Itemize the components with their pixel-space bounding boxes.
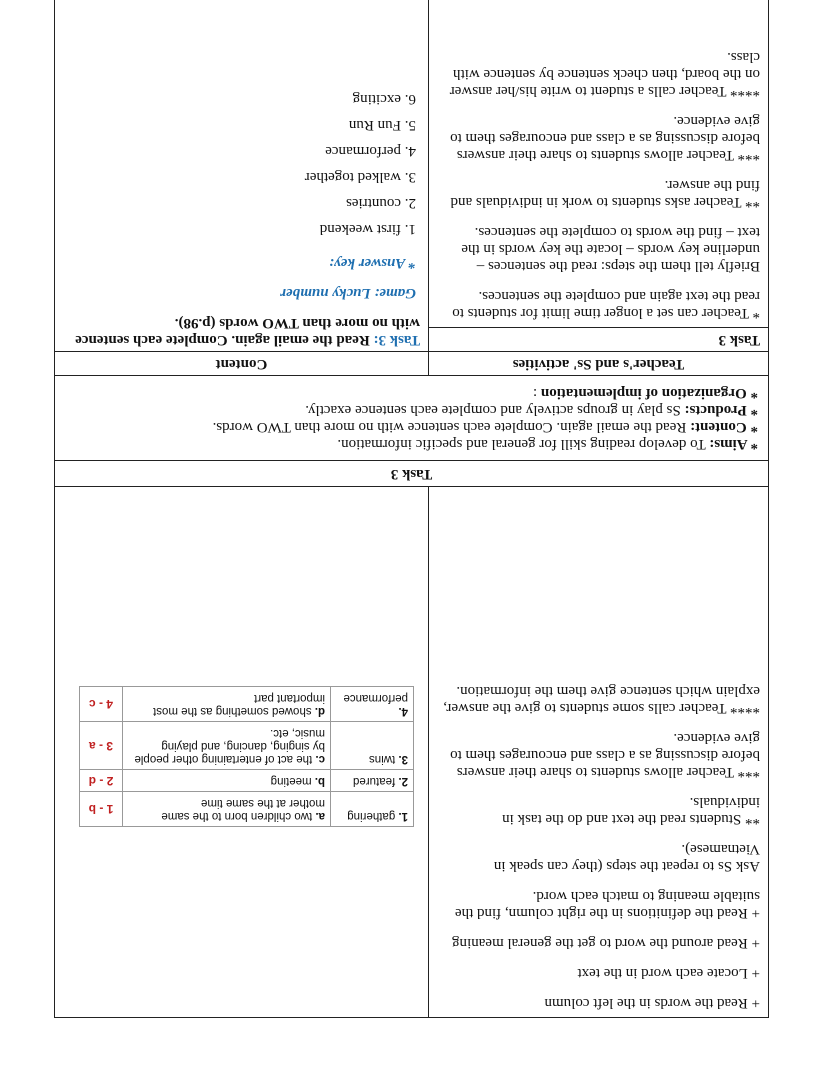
table-row <box>80 687 414 722</box>
word-number: 4. <box>398 705 408 717</box>
task3-label: Task 3: <box>373 332 420 348</box>
lesson-plan-table <box>54 0 769 1018</box>
answer-item: 2. countries <box>346 195 416 211</box>
word-number: 3. <box>398 753 408 765</box>
task3-objectives-row <box>55 376 768 461</box>
def-letter: a. <box>315 810 325 822</box>
task3-instruction <box>63 314 420 348</box>
step-share: *** Teacher allows students to share their answers before discussing as a class and encourages them to give evidence. <box>450 730 760 780</box>
task2-content <box>55 487 428 1017</box>
def-letter: b. <box>314 775 325 787</box>
aims-label: * Aims: <box>709 436 758 452</box>
step-time-limit: * Teacher can set a longer time limit for students to read the text again and complete the sentences. <box>452 288 760 321</box>
step-locate: + Locate each word in the text <box>577 965 760 981</box>
def-letter: c. <box>315 753 325 765</box>
vocab-definition: the act of entertaining other people by singing, dancing, and playing music, etc. <box>134 727 325 765</box>
products-line <box>65 401 758 418</box>
aims-line <box>65 435 758 452</box>
task3-title: Task 3 <box>390 466 433 482</box>
answer-item: 3. walked together <box>304 169 416 185</box>
step-read-around: + Read around the word to get the general meaning <box>452 935 760 951</box>
answer-item: 4. performance <box>325 143 416 159</box>
match-answer: 1 - b <box>80 792 123 827</box>
step-repeat: Ask Ss to repeat the steps (they can speak in Vietnamese). <box>493 841 760 874</box>
column-header-row <box>55 352 768 376</box>
products-label: * Products: <box>684 402 758 418</box>
task2-row <box>55 487 768 1017</box>
match-answer: 3 - a <box>80 722 123 770</box>
step-share-answers: *** Teacher allows students to share their answers before discussing as a class and encourages them to give evidence. <box>450 113 760 163</box>
vocab-word: gathering <box>347 810 396 822</box>
word-number: 2. <box>398 775 408 787</box>
answer-item: 5. Fun Run <box>348 117 416 133</box>
task3-left-heading: Task 3 <box>429 327 768 351</box>
step-individual: ** Students read the text and do the task in individuals. <box>502 794 760 827</box>
match-answer: 2 - d <box>80 770 123 792</box>
table-row <box>80 770 414 792</box>
answer-item: 1. first weekend <box>319 221 416 237</box>
def-letter: d. <box>314 705 325 717</box>
step-brief: Briefly tell them the steps: read the sentences – underline key words – locate the key words in the text – find the words to complete the sentences. <box>461 224 760 274</box>
content-label: * Content: <box>690 419 758 435</box>
table-row <box>80 722 414 770</box>
table-row <box>80 792 414 827</box>
products-text: Ss play in groups actively and complete each sentence exactly. <box>305 402 685 418</box>
task3-objectives <box>55 376 768 460</box>
content-line <box>65 418 758 435</box>
step-read-definitions: + Read the definitions in the right column, find the suitable meaning to match each word. <box>454 888 760 921</box>
task3-instruction-text: Read the email again. Complete each sentence with no more than TWO words (p.98). <box>75 315 420 348</box>
organization-line <box>65 384 758 401</box>
vocab-definition: two children born to the same mother at the same time <box>161 797 325 822</box>
vocab-definition: showed something as the most important part <box>153 692 325 717</box>
game-title: Game: Lucky number <box>280 285 416 301</box>
aims-text: To develop reading skill for general and specific information. <box>337 436 710 452</box>
step-write-board: **** Teacher calls a student to write his/her answer on the board, then check sentence by sentence with class. <box>449 49 760 99</box>
organization-label: * Organization of implementation <box>540 385 758 401</box>
answer-item: 6. exciting <box>352 91 416 107</box>
vocab-word: performance <box>343 692 408 704</box>
task2-activities <box>428 487 768 1017</box>
content-text: Read the email again. Complete each sentence with no more than TWO words. <box>212 419 691 435</box>
organization-text: : <box>533 385 541 401</box>
vocab-word: featured <box>353 775 396 787</box>
activities-header: Teacher's and Ss' activities <box>428 352 768 375</box>
step-work-individual: ** Teacher asks students to work in individuals and find the answer. <box>450 177 760 210</box>
answer-key-label: * Answer key: <box>329 255 416 271</box>
vocab-word: twins <box>369 753 396 765</box>
answer-list <box>63 86 420 242</box>
step-call: **** Teacher calls some students to give the answer, explain which sentence give them the information. <box>443 683 760 716</box>
step-read-left: + Read the words in the left column <box>544 995 760 1011</box>
task3-content <box>55 0 428 351</box>
task3-row <box>55 0 768 352</box>
word-number: 1. <box>398 810 408 822</box>
content-header: Content <box>215 356 268 372</box>
task3-activities <box>428 0 768 351</box>
vocab-definition: meeting <box>270 775 312 787</box>
task3-title-row <box>55 461 768 487</box>
match-answer: 4 - c <box>80 687 123 722</box>
vocab-matching-table <box>79 686 414 827</box>
